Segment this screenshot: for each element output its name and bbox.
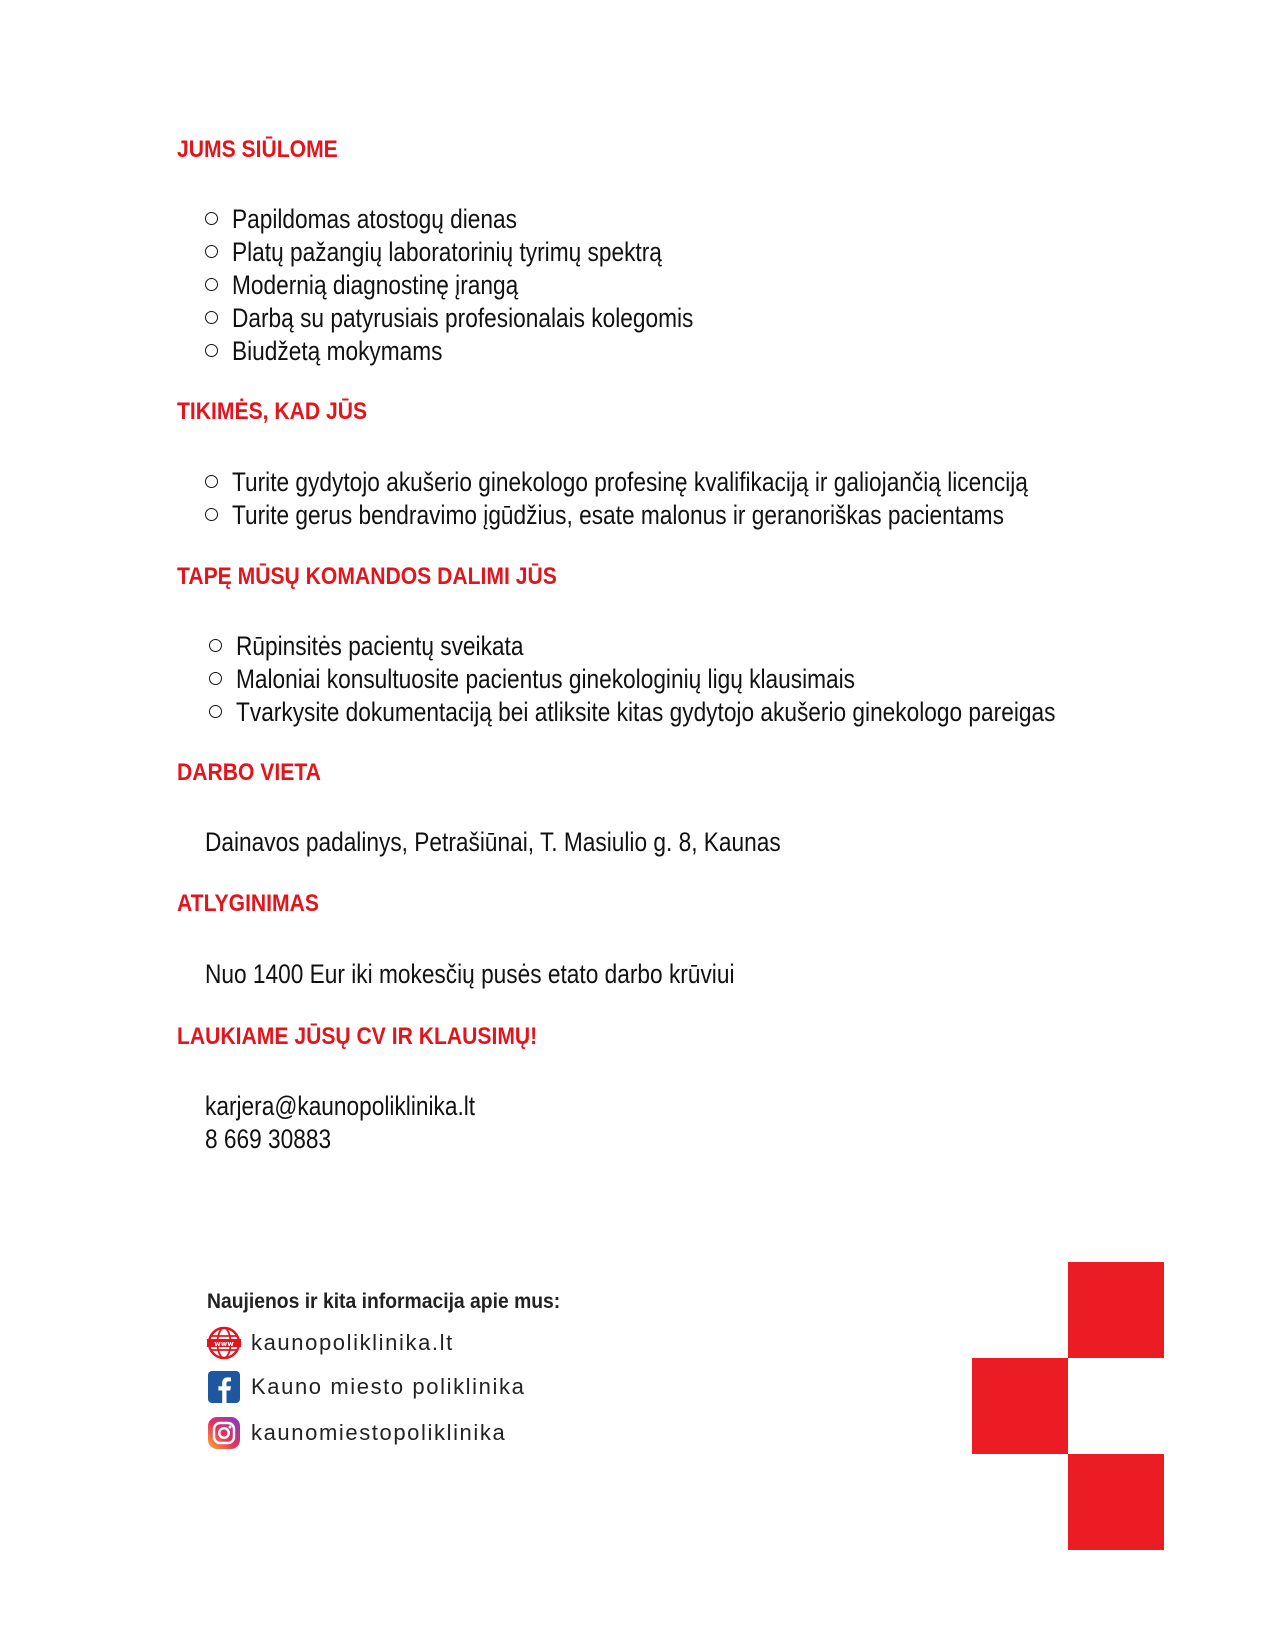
list-item: Biudžetą mokymams xyxy=(205,335,781,368)
list-item: Tvarkysite dokumentaciją bei atliksite kitas gydytojo akušerio ginekologo pareigas xyxy=(209,696,1212,729)
list-item: Platų pažangių laboratorinių tyrimų spektrą xyxy=(205,236,781,269)
circle-bullet-icon xyxy=(209,672,222,685)
www-globe-icon xyxy=(207,1326,241,1360)
offer-list xyxy=(205,203,781,368)
circle-bullet-icon xyxy=(209,639,222,652)
section-heading-workplace: DARBO VIETA xyxy=(177,759,321,786)
social-link-facebook[interactable] xyxy=(207,1369,525,1405)
list-item: Maloniai konsultuosite pacientus ginekologinių ligų klausimais xyxy=(209,663,1212,696)
section-heading-salary: ATLYGINIMAS xyxy=(177,890,319,917)
contact-email[interactable]: karjera@kaunopoliklinika.lt xyxy=(205,1091,476,1121)
circle-bullet-icon xyxy=(205,311,218,324)
section-heading-duties: TAPĘ MŪSŲ KOMANDOS DALIMI JŪS xyxy=(177,563,557,590)
circle-bullet-icon xyxy=(205,278,218,291)
workplace-address: Dainavos padalinys, Petrašiūnai, T. Masiulio g. 8, Kaunas xyxy=(205,827,781,857)
social-link-website[interactable] xyxy=(207,1325,454,1361)
instagram-icon xyxy=(207,1416,241,1450)
duties-list xyxy=(209,630,1212,729)
list-item: Modernią diagnostinę įrangą xyxy=(205,269,781,302)
svg-text:www: www xyxy=(214,1340,234,1348)
circle-bullet-icon xyxy=(205,212,218,225)
circle-bullet-icon xyxy=(205,245,218,258)
social-link-instagram[interactable] xyxy=(207,1415,506,1451)
section-heading-contact: LAUKIAME JŪSŲ CV IR KLAUSIMŲ! xyxy=(177,1023,538,1050)
section-heading-offer: JUMS SIŪLOME xyxy=(177,136,338,163)
list-item: Rūpinsitės pacientų sveikata xyxy=(209,630,1212,663)
list-item: Turite gerus bendravimo įgūdžius, esate malonus ir geranoriškas pacientams xyxy=(205,499,1180,532)
social-link-label: Kauno miesto poliklinika xyxy=(251,1374,526,1399)
list-item: Darbą su patyrusiais profesionalais kolegomis xyxy=(205,302,781,335)
list-item: Turite gydytojo akušerio ginekologo profesinę kvalifikaciją ir galiojančią licenciją xyxy=(205,466,1180,499)
circle-bullet-icon xyxy=(209,705,222,718)
contact-phone[interactable]: 8 669 30883 xyxy=(205,1124,332,1154)
social-link-label: kaunomiestopoliklinika xyxy=(251,1420,507,1445)
logo-square-middle xyxy=(972,1358,1068,1454)
circle-bullet-icon xyxy=(205,475,218,488)
logo-square-top xyxy=(1068,1262,1164,1358)
circle-bullet-icon xyxy=(205,344,218,357)
logo-square-bottom xyxy=(1068,1454,1164,1550)
circle-bullet-icon xyxy=(205,508,218,521)
expect-list xyxy=(205,466,1180,532)
list-item: Papildomas atostogų dienas xyxy=(205,203,781,236)
facebook-icon xyxy=(207,1370,241,1404)
social-link-label: kaunopoliklinika.lt xyxy=(251,1330,454,1355)
section-heading-expect: TIKIMĖS, KAD JŪS xyxy=(177,398,368,425)
footer-title: Naujienos ir kita informacija apie mus: xyxy=(207,1290,561,1313)
salary-text: Nuo 1400 Eur iki mokesčių pusės etato darbo krūviui xyxy=(205,959,735,989)
